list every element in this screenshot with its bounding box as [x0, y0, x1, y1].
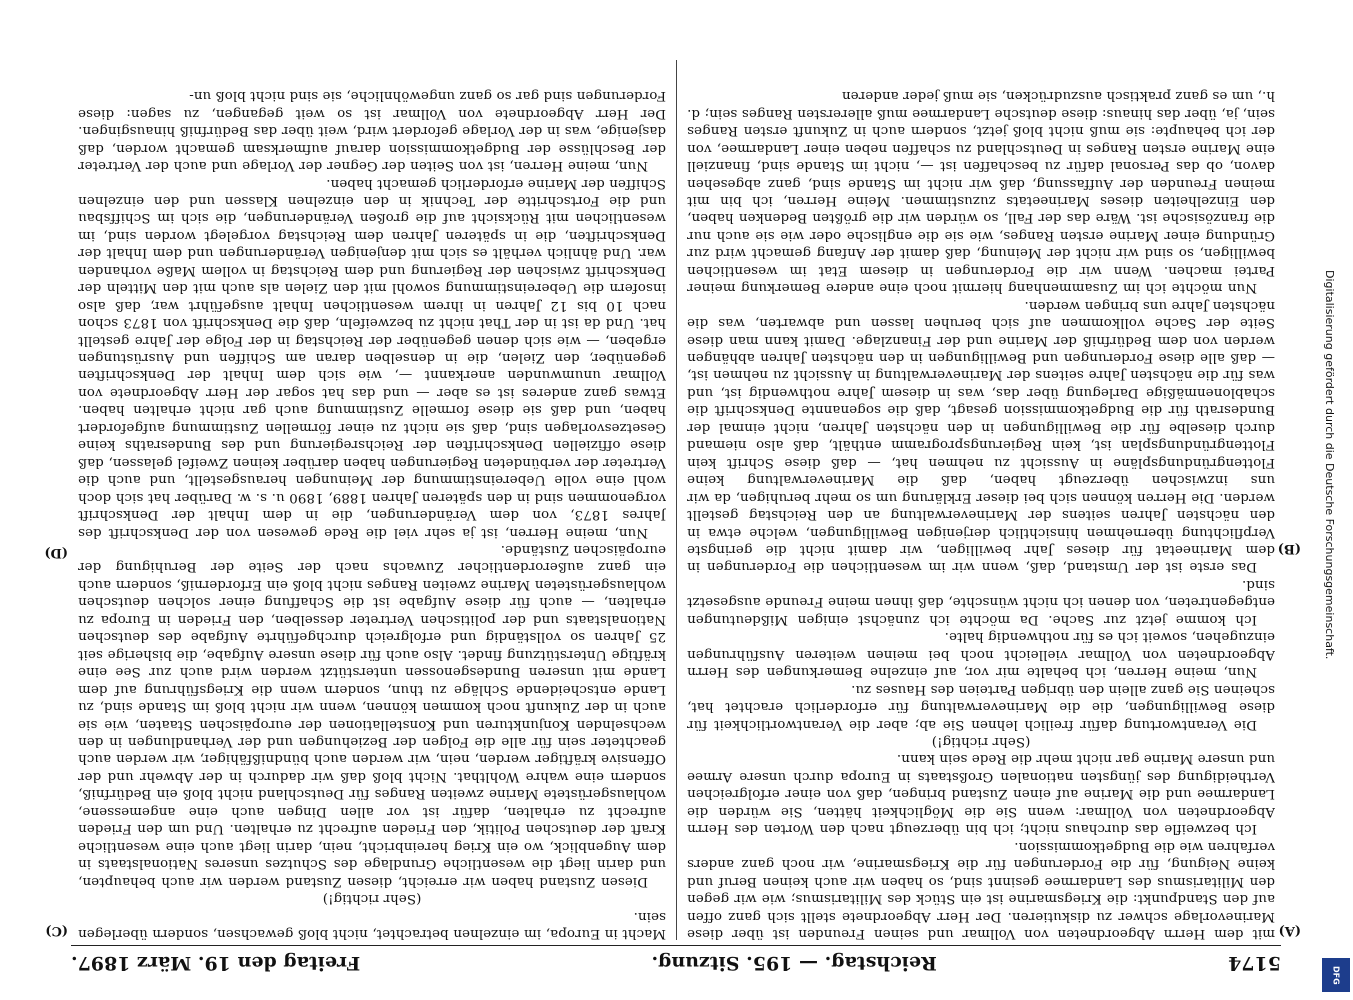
margin-mark-a: (A) — [1278, 923, 1301, 938]
paragraph: Das erste ist der Umstand, daß, wenn wir im wesentlichen die Forderungen in dem Marineetat für dieses Jahr bewilligen, wir damit nicht die geringste Verpflichtung übernehmen hinsichtlich derjenigen Bewilligungen, welche etwa in den nächsten Jahren seitens der Marineverwaltung an den Reichstag gestellt werden. Die Herren können sich bei dieser Erklärung um so mehr beruhigen, da wir uns inzwischen überzeugt haben, daß die Marineverwaltung keine Flottengründungspläne in Aussicht zu nehmen hat, — daß diese Schrift kein Flottengründungsplan ist, kein Regierungsprogramm enthält, daß also niemand durch dieselbe für die Bewilligungen in den nächsten Jahren, nicht einmal der Bundesrath für die Budgetkommission gesagt, daß die sogenannte Denkschrift die schablonenmäßige Darlegung über das, was in diesem Jahre nothwendig ist, und was für die nächsten Jahre seitens der Marineverwaltung in Aussicht zu nehmen ist, — daß alle diese Forderungen und Bewilligungen in den nächsten Jahren abhängen werden von dem Bedürfniß der Marine und der Finanzlage. Damit kann man diese Seite der Sache vollkommen auf sich beruhen lassen und abwarten, was die nächsten Jahre uns bringen werden. — [687, 297, 1275, 575]
margin-mark-c: (C) — [45, 923, 68, 938]
right-text-column — [78, 62, 666, 942]
interjection: (Sehr richtig!) — [322, 891, 422, 907]
paragraph: Die Verantwortung dafür freilich lehnen Sie ab; aber die Verantwortlichkeit für diese Bewilligungen, die die Marineverwaltung für erforderlich erachtet hat, scheinen Sie ganz allein den übrigen Parteien des Hauses zu. — [687, 681, 1275, 732]
left-text-column — [687, 62, 1275, 942]
paragraph: Nun, meine Herren, ist von Seiten der Gegner der Vorlage und auch der Vertreter der Beschlüsse der Budgetkommission darauf aufmerksam gemacht worden, daß dasjenige, was in der Vorlage gefordert wird, weit über das Bedürfniß hinausgingen. Der Herr Abgeordnete von Vollmar ist so weit gegangen, zu sagen: diese Forderungen sind gar so ganz ungewöhnliche, sie sind nicht bloß un- — [78, 88, 666, 174]
paragraph: Macht in Europa, im einzelnen betrachtet, nicht bloß gewachsen, sondern überlegen sein. — [78, 908, 666, 941]
margin-mark-b: (B) — [1277, 541, 1301, 556]
margin-mark-d: (D) — [44, 545, 68, 560]
page-number: 5174 — [1228, 952, 1281, 974]
interjection: (Sehr richtig!) — [931, 734, 1031, 750]
paragraph: Ich komme jetzt zur Sache. Da möchte ich zunächst einigen Mißdeutungen entgegentreten, von denen ich nicht wünschte, daß ihnen meine Freunde ausgesetzt sind. — [687, 576, 1275, 627]
paragraph: mit dem Herrn Abgeordneten von Vollmar und seinen Freunden ist über diese Marinevorlage schwer zu diskutieren. Der Herr Abgeordnete stellt sich ganz offen auf den Standpunkt: die Kriegsmarine ist ein Stück des Militarismus; wie wir gegen den Militarismus des Landarmee gesinnt sind, so haben wir auch keinen Beruf und keine Neigung, für die Forderungen für die Kriegsmarine, wir noch ganz anders verfahren wie die Budgetkommission. — [687, 838, 1275, 941]
column-divider — [676, 60, 677, 940]
page-title: Reichstag. — 195. Sitzung. — [651, 952, 937, 974]
digitization-credit: Digitalisierung gefördert durch die Deutsche Forschungsgemeinschaft. — [1323, 270, 1336, 660]
page-header — [71, 945, 1281, 980]
paragraph: Ich bezweifle das durchaus nicht; ich bin überzeugt nach den Worten des Herrn Abgeordneten von Vollmar: wenn Sie die Möglichkeit hätten, Sie würden die Landarmee und die Marine auf einen Zustand bringen, daß von einer erfolgreichen Vertheidigung des jüngsten nationalen Großstaats in Europa durch unsere Armee und unsere Marine gar nicht mehr die Rede sein kann. — [687, 751, 1275, 837]
paragraph: Diesen Zustand haben wir erreicht, diesen Zustand werden wir auch behaupten, und darin liegt die wesentliche Grundlage des Schutzes unseres Nationalstaats in dem Augenblick, wo ein Krieg hereinbricht, nein, darin liegt auch eine wesentliche Kraft der deutschen Politik, den Frieden aufrecht zu erhalten. Und um den Frieden aufrecht zu erhalten, dafür ist vor allen Dingen auch eine angemessene, wohlausgerüstete Marine zweiten Ranges für Deutschland nicht bloß ein Bedürfniß, sondern eine wahre Wohlthat. Nicht bloß daß wir dadurch in der Abwehr und der Offensive kräftiger werden, nein, wir werden auch bündnißfähiger, wir werden auch geachteter sein für alle die Folgen der Beziehungen und der Verhandlungen in den wechselnden Konjunkturen und Konstellationen der europäischen Staaten, wie sie auch in der Zukunft noch kommen können, wenn wir nicht bloß im Stande sind, zu Lande entscheidende Schläge zu thun, sondern wenn die Kriegsführung auf dem Lande mit unseren Bundesgenossen unterstützt werden wird auch zur See eine kräftige Unterstützung findet. Also auch für diese unsere Aufgabe, die bisherige seit 25 Jahren so vollständig und erfolgreich durchgeführte Aufgabe des deutschen Nationalstaats und der politischen Vertreter desselben, den Frieden in Europa zu erhalten, — auch für diese Aufgabe ist die Schaffung einer solchen deutschen wohlausgerüsteten Marine zweiten Ranges nicht bloß ein Erforderniß, sondern auch ein ganz außerordentlicher Zuwachs nach der Seite der Beruhigung der europäischen Zustände. — [78, 542, 666, 889]
paragraph: Nun, meine Herren, ist ja sehr viel die Rede gewesen von der Denkschrift des Jahres 1873, von dem Veränderungen, die in dem Inhalt der Denkschrift vorgenommen sind in den späteren Jahren 1889, 1890 u. s. w. Darüber hat sich doch wohl eine volle Uebereinstimmung der Meinungen herausgestellt, und auch die Vertreter der verbündeten Regierungen haben darüber keinen Zweifel gelassen, daß diese offiziellen Denkschriften der Reichsregierung und des Bundesraths keine Gesetzesvorlagen sind, daß sie nicht zu einer förmellen Zustimmung aufgefordert haben, und daß sie diese formelle Zustimmung auch gar nicht erhalten haben. Etwas ganz anderes ist es aber — und das hat sogar der Herr Abgeordnete von Vollmar unumwunden anerkannt —, wie sich dem Inhalt der Denkschriften gegenüber, den Zielen, die in denselben daran am Schiffen und Ausrüstungen ergeben, — wie sich denen gegenüber der Reichstag in der Folge der Jahre gestellt hat. Und da ist in der That nicht zu bezweifeln, daß die Denkschrift von 1873 schon nach 10 bis 12 Jahren in ihrem wesentlichen Inhalt ausgeführt war, daß also insofern die Uebereinstimmung sowohl mit den Zielen als auch mit den Mitteln der Denkschrift zwischen der Regierung und dem Reichstag in vollem Maße vorhanden war. Und ähnlich verhält es sich mit denjenigen Veränderungen und dem Inhalt der Denkschriften, die in späteren Jahren dem Reichstag vorgelegt worden sind, im wesentlichen mit Rücksicht auf die großen Veränderungen, die sich im Schiffsbau und die Fortschritte der Technik in den einzelnen Klassen und den einzelnen Schiffen der Marine erforderlich gemacht haben. — [78, 175, 666, 540]
dfg-logo: DFG — [1322, 958, 1350, 992]
page-date: Freitag den 19. März 1897. — [71, 952, 361, 974]
paragraph: Nun möchte ich im Zusammenhang hiermit noch eine andere Bemerkung meiner Partei machen. Wenn wir die Forderungen in diesem Etat im wesentlichen bewilligen, so sind wir nicht der Meinung, daß damit der Anfang gemacht wird zur Gründung einer Marine ersten Ranges, wie sie die englische oder wie sie auch nur die französische ist. Wäre das der Fall, so würden wir die größten Bedenken haben, den Einzelheiten dieses Marineetats zuzustimmen. Meine Herren, ich bin mit meinen Freunden der Auffassung, daß wir nicht im Stande sind, ganz abgesehen davon, ob das Personal dafür zu beschaffen ist —, nicht im Stande sind, finanziell eine Marine ersten Ranges in Deutschland zu schaffen neben einer Landarmee, von der ich behaupte: sie muß nicht bloß jetzt, sondern auch in Zukunft ersten Ranges sein, ja, über das hinaus: diese deutsche Landarmee muß allerersten Ranges sein; d. h., um es ganz praktisch auszudrücken, sie muß jeder anderen — [687, 88, 1275, 296]
paragraph: Nun, meine Herren, ich behalte mir vor, auf einzelne Bemerkungen des Herrn Abgeordneten von Vollmar vielleicht noch bei meinen weiteren Ausführungen einzugehen, soweit ich es für nothwendig halte. — [687, 629, 1275, 680]
